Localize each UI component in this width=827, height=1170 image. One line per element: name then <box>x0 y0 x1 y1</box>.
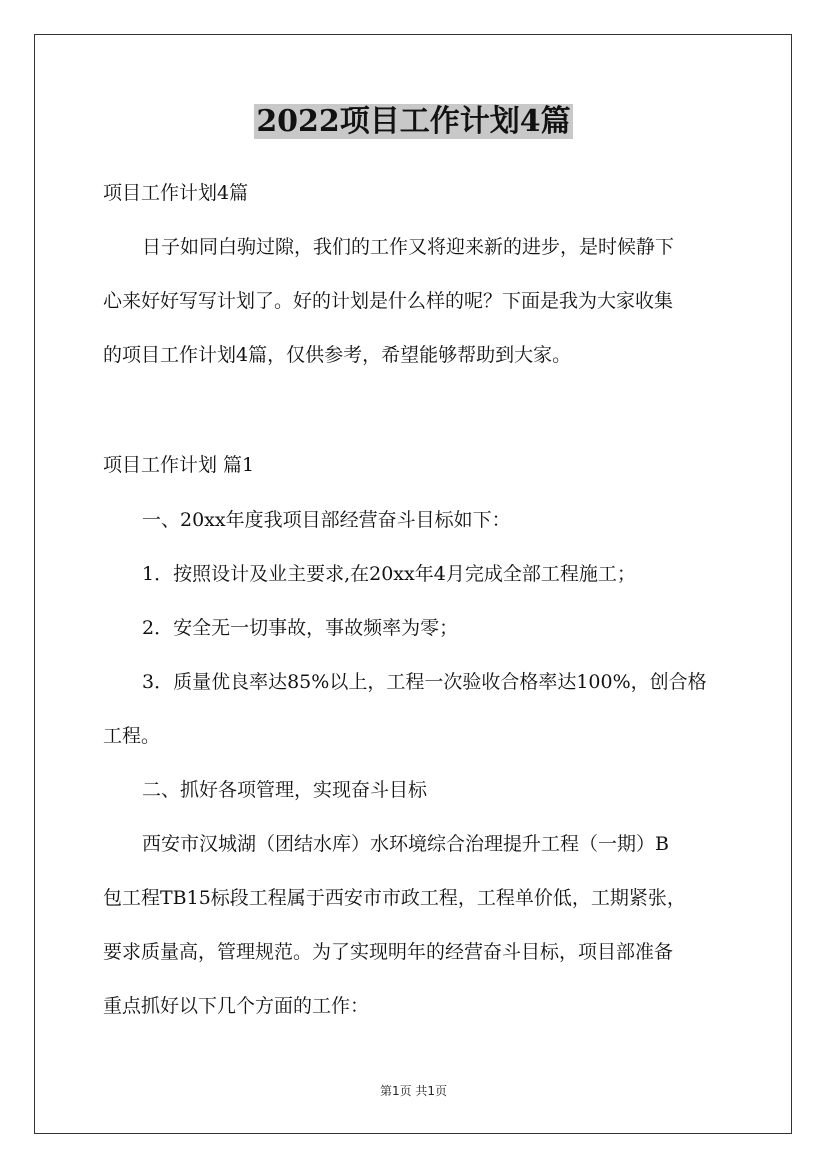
intro-paragraph-line: 心来好好写写计划了。好的计划是什么样的呢？下面是我为大家收集 <box>103 290 674 312</box>
paragraph-line: 要求质量高，管理规范。为了实现明年的经营奋斗目标，项目部准备 <box>103 941 674 963</box>
subtitle-line: 项目工作计划4篇 <box>103 182 249 204</box>
page-footer: 第1页 共1页 <box>379 1084 448 1098</box>
paragraph-line: 3．质量优良率达85%以上，工程一次验收合格率达100%，创合格 <box>142 671 707 693</box>
document-title <box>0 100 827 144</box>
paragraph-line: 一、20xx年度我项目部经营奋斗目标如下： <box>142 509 511 531</box>
paragraph-line: 重点抓好以下几个方面的工作： <box>103 995 370 1017</box>
paragraph-line: 包工程TB15标段工程属于西安市市政工程，工程单价低，工期紧张， <box>103 887 686 909</box>
document-title-text: 2022项目工作计划4篇 <box>256 104 571 139</box>
paragraph-line: 工程。 <box>103 725 161 747</box>
intro-paragraph-line: 的项目工作计划4篇，仅供参考，希望能够帮助到大家。 <box>103 344 572 366</box>
section-heading: 项目工作计划 篇1 <box>103 454 255 476</box>
intro-paragraph-line: 日子如同白驹过隙，我们的工作又将迎来新的进步，是时候静下 <box>142 236 675 258</box>
paragraph-line: 二、抓好各项管理，实现奋斗目标 <box>142 779 428 801</box>
paragraph-line: 2．安全无一切事故，事故频率为零； <box>142 617 459 639</box>
paragraph-line: 1．按照设计及业主要求,在20xx年4月完成全部工程施工； <box>142 563 636 585</box>
paragraph-line: 西安市汉城湖（团结水库）水环境综合治理提升工程（一期）B <box>142 833 669 855</box>
